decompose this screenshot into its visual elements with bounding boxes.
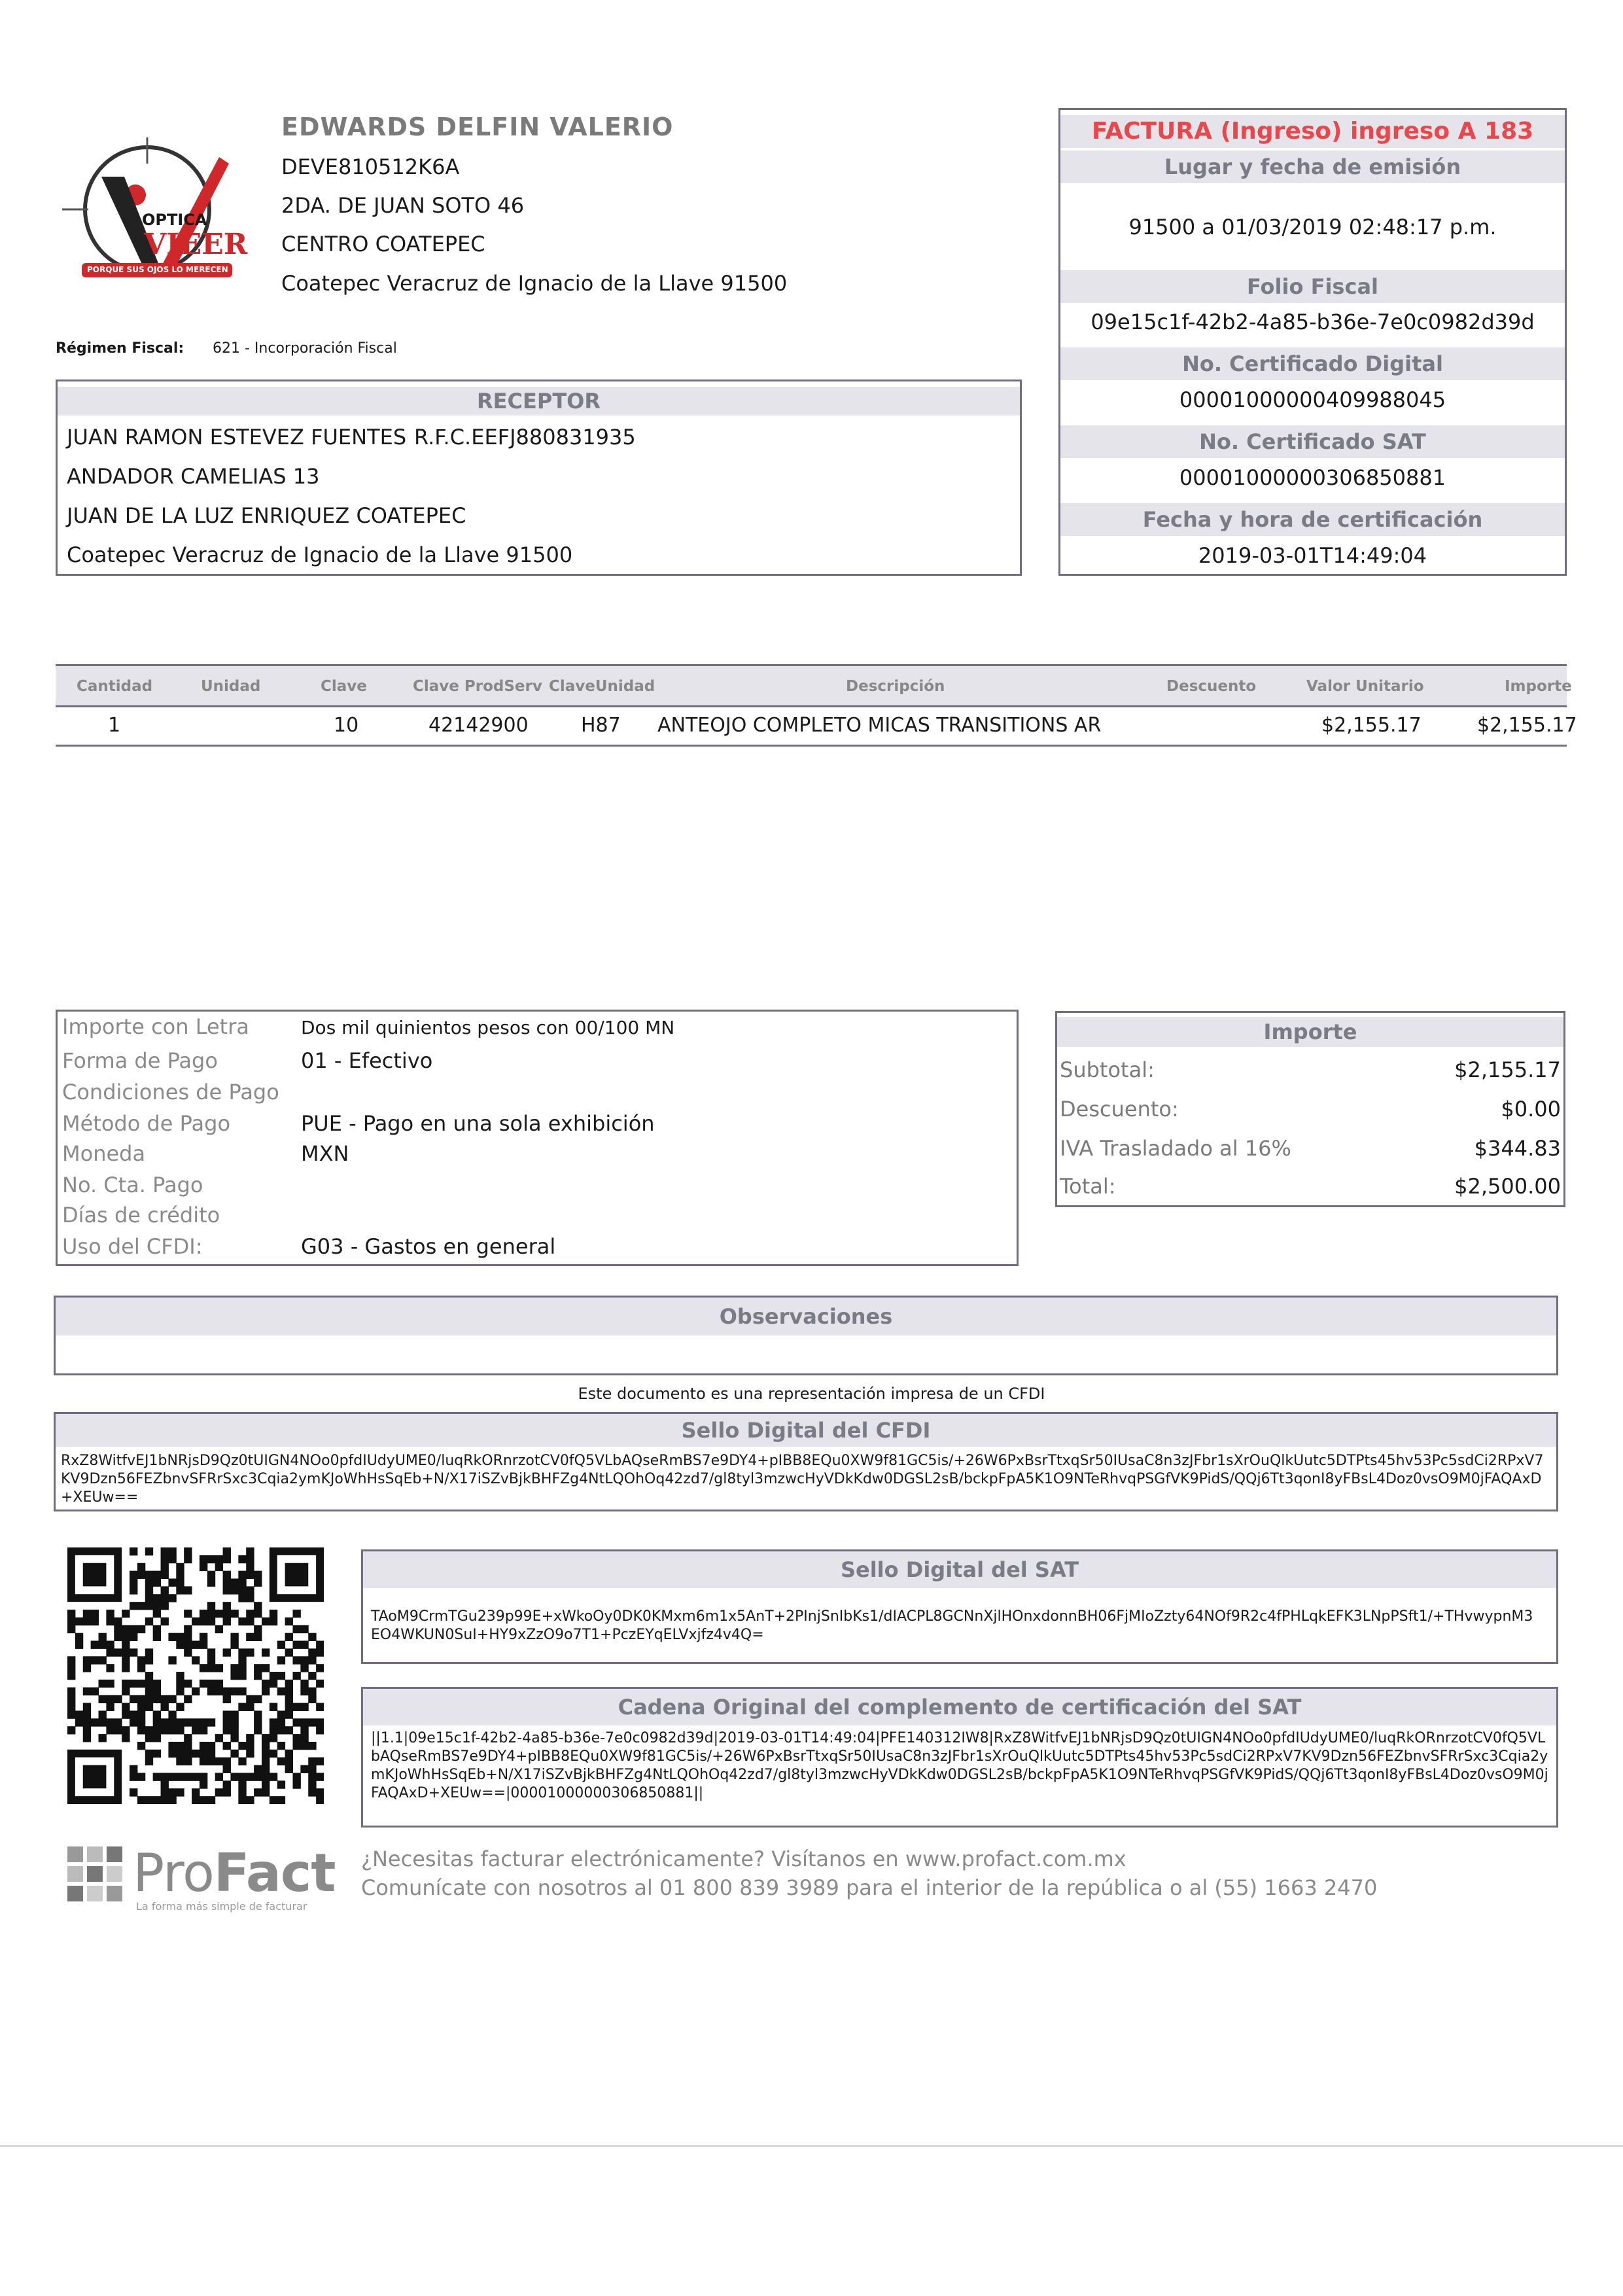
- subtotal-label: Subtotal:: [1060, 1057, 1155, 1082]
- cert-value: 00001000000409988045: [1179, 387, 1446, 412]
- issuer-address-1: 2DA. DE JUAN SOTO 46: [281, 193, 525, 218]
- letra-value: Dos mil quinientos pesos con 00/100 MN: [301, 1017, 675, 1038]
- profact-pro: Pro: [133, 1843, 214, 1903]
- cert-date-label: Fecha y hora de certificación: [1060, 503, 1565, 536]
- col-clave: Clave: [321, 678, 367, 695]
- subtotal-value: $2,155.17: [1454, 1057, 1561, 1082]
- forma-label: Forma de Pago: [62, 1048, 218, 1073]
- cell-descripcion: ANTEOJO COMPLETO MICAS TRANSITIONS AR: [657, 714, 1102, 737]
- col-importe: Importe: [1505, 678, 1572, 695]
- cell-valor-unitario: $2,155.17: [1321, 714, 1422, 737]
- footer-line-2: Comunícate con nosotros al 01 800 839 3989 para el interior de la república o al (55) 1663 2470: [361, 1875, 1378, 1900]
- cell-claveunidad: H87: [581, 714, 621, 737]
- observaciones-title: Observaciones: [56, 1298, 1556, 1335]
- qr-code: [67, 1547, 324, 1804]
- col-cantidad: Cantidad: [77, 678, 153, 695]
- sello-sat-title: Sello Digital del SAT: [363, 1551, 1556, 1588]
- sello-cfdi-value: RxZ8WitfvEJ1bNRjsD9Qz0tUIGN4NOo0pfdIUdyUME0/luqRkORnrzotCV0fQ5VLbAQseRmBS7e9DY4+pIBB8EQu0XW9f81GC5is/+26W6PxBsrTtxqSr50IUsaC8n3zJFbr1sXrOuQlkUutc5DTPts45hv53Pc5sdCi2RPxV7KV9Dzn56FEZbnvSFRrSxc3Cqia2ymKJoWhHsSqEb+N/X17iSZvBjkBHFZg4NtLQOhOq42zd7/gl8tyl3mzwcHyVDkKdw0DGSL2sB/bckpFpA5K1O9NTeRhvqPSGfVK9PidS/QQj6Tt3qonI8yFBsL4Doz0vsO9M0jFAQAxD+XEUw==: [61, 1453, 1544, 1506]
- invoice-title: FACTURA (Ingreso) ingreso A 183: [1060, 115, 1565, 148]
- cadena-box: [361, 1687, 1558, 1828]
- sat-cert-label: No. Certificado SAT: [1060, 425, 1565, 458]
- cfdi-notice: Este documento es una representación impresa de un CFDI: [578, 1385, 1045, 1403]
- moneda-label: Moneda: [62, 1141, 146, 1166]
- receptor-address-1: ANDADOR CAMELIAS 13: [67, 464, 320, 489]
- place-date-value: 91500 a 01/03/2019 02:48:17 p.m.: [1128, 215, 1497, 239]
- letra-label: Importe con Letra: [62, 1014, 249, 1039]
- receptor-box: [56, 380, 1022, 576]
- descuento-label: Descuento:: [1060, 1097, 1179, 1122]
- logo-tagline: PORQUE SUS OJOS LO MERECEN: [87, 265, 228, 274]
- issuer-address-2: CENTRO COATEPEC: [281, 232, 485, 256]
- descuento-value: $0.00: [1501, 1097, 1561, 1122]
- metodo-value: PUE - Pago en una sola exhibición: [301, 1111, 655, 1136]
- col-prodserv: Clave ProdServ: [413, 678, 542, 695]
- cadena-value: ||1.1|09e15c1f-42b2-4a85-b36e-7e0c0982d39d|2019-03-01T14:49:04|PFE140312IW8|RxZ8WitfvEJ1bNRjsD9Qz0tUIGN4NOo0pfdIUdyUME0/luqRkORnrzotCV0fQ5VLbAQseRmBS7e9DY4+pIBB8EQu0XW9f81GC5is/+26W6PxBsrTtxqSr50IUsaC8n3zJFbr1sXrOuQlkUutc5DTPts45hv53Pc5sdCi2RPxV7KV9Dzn56FEZbnvSFRrSxc3Cqia2ymKJoWhHsSqEb+N/X17iSZvBjkBHFZg4NtLQOhOq42zd7/gl8tyl3mzwcHyVDkKdw0DGSL2sB/bckpFpA5K1O9NTeRhvqPSGfVK9PidS/QQj6Tt3qonI8yFBsL4Doz0vsO9M0jFAQAxD+XEUw==|00001000000306850881||: [371, 1730, 1548, 1801]
- cuenta-label: No. Cta. Pago: [62, 1173, 203, 1197]
- folio-label: Folio Fiscal: [1060, 270, 1565, 303]
- col-descuento: Descuento: [1166, 678, 1257, 695]
- optica-vieer-logo: [62, 137, 258, 288]
- cell-importe: $2,155.17: [1477, 714, 1577, 737]
- moneda-value: MXN: [301, 1141, 349, 1166]
- uso-value: G03 - Gastos en general: [301, 1234, 556, 1259]
- footer-line-1: ¿Necesitas facturar electrónicamente? Visítanos en www.profact.com.mx: [361, 1846, 1126, 1871]
- cert-date-value: 2019-03-01T14:49:04: [1198, 543, 1427, 568]
- issuer-rfc: DEVE810512K6A: [281, 154, 460, 179]
- invoice-info-box: [1058, 108, 1567, 576]
- logo-optica-text: OPTICA: [142, 211, 207, 229]
- observaciones-box: [54, 1296, 1558, 1375]
- cert-label: No. Certificado Digital: [1060, 347, 1565, 380]
- receptor-address-3: Coatepec Veracruz de Ignacio de la Llave 91500: [67, 542, 573, 567]
- logo-vieer-text: VIEER: [144, 228, 248, 261]
- profact-fact: Fact: [213, 1843, 336, 1903]
- sello-sat-box: [361, 1549, 1558, 1664]
- profact-tagline: La forma más simple de facturar: [136, 1900, 307, 1913]
- profact-logo: [67, 1843, 336, 1913]
- cell-cantidad: 1: [108, 714, 121, 737]
- totals-title: Importe: [1057, 1017, 1563, 1047]
- iva-value: $344.83: [1474, 1136, 1561, 1161]
- cell-prodserv: 42142900: [428, 714, 529, 737]
- fold-line: [0, 2145, 1623, 2147]
- place-date-label: Lugar y fecha de emisión: [1060, 150, 1565, 183]
- regimen-label: Régimen Fiscal:: [56, 340, 184, 357]
- forma-value: 01 - Efectivo: [301, 1048, 433, 1073]
- totals-box: [1055, 1011, 1565, 1207]
- total-label: Total:: [1060, 1174, 1116, 1199]
- issuer-name: EDWARDS DELFIN VALERIO: [281, 113, 674, 141]
- issuer-address-3: Coatepec Veracruz de Ignacio de la Llave 91500: [281, 271, 788, 296]
- receptor-title: RECEPTOR: [58, 387, 1020, 415]
- regimen-value: 621 - Incorporación Fiscal: [213, 340, 397, 357]
- total-value: $2,500.00: [1454, 1174, 1561, 1199]
- iva-label: IVA Trasladado al 16%: [1060, 1136, 1291, 1161]
- cell-clave: 10: [334, 714, 359, 737]
- profact-grid-icon: [67, 1846, 126, 1907]
- items-header-row: [56, 666, 1572, 707]
- col-unidad: Unidad: [201, 678, 261, 695]
- receptor-rfc: R.F.C.EEFJ880831935: [414, 425, 636, 450]
- receptor-name: JUAN RAMON ESTEVEZ FUENTES: [67, 425, 407, 450]
- sat-cert-value: 00001000000306850881: [1179, 465, 1446, 490]
- col-descripcion: Descripción: [846, 678, 945, 695]
- table-row: [56, 707, 1577, 743]
- uso-label: Uso del CFDI:: [62, 1234, 203, 1259]
- folio-value: 09e15c1f-42b2-4a85-b36e-7e0c0982d39d: [1091, 309, 1535, 334]
- cadena-title: Cadena Original del complemento de certificación del SAT: [363, 1689, 1556, 1725]
- col-claveunidad: ClaveUnidad: [549, 678, 655, 695]
- condiciones-label: Condiciones de Pago: [62, 1080, 279, 1104]
- sello-sat-value: TAoM9CrmTGu239p99E+xWkoOy0DK0KMxm6m1x5AnT+2PInjSnIbKs1/dIACPL8GCNnXjlHOnxdonnBH06FjMIoZzty64NOf9R2c4fPHLqkEFK3LNpPSft1/+THvwypnM3EO4WKUN0SuI+HY9xZzO9o7T1+PczEYqELVxjfz4v4Q=: [371, 1608, 1533, 1643]
- col-valor-unitario: Valor Unitario: [1306, 678, 1424, 695]
- dias-label: Días de crédito: [62, 1203, 220, 1227]
- items-table: [56, 664, 1577, 747]
- receptor-address-2: JUAN DE LA LUZ ENRIQUEZ COATEPEC: [67, 503, 466, 528]
- sello-cfdi-title: Sello Digital del CFDI: [56, 1414, 1556, 1447]
- sello-cfdi-box: [54, 1412, 1558, 1511]
- metodo-label: Método de Pago: [62, 1111, 231, 1136]
